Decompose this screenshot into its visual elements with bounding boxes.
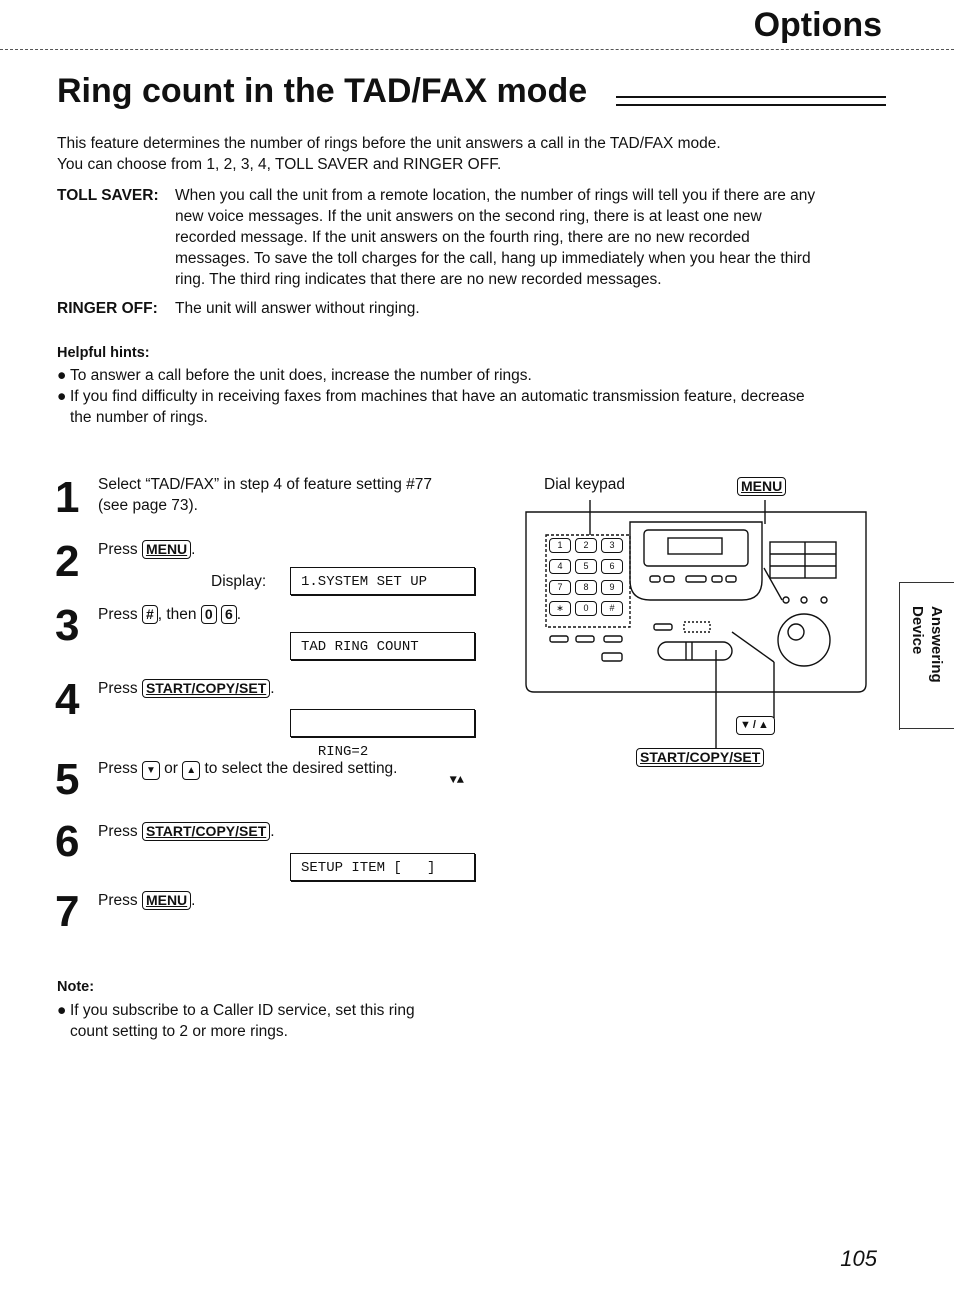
lcd-screen — [668, 538, 722, 554]
step-number: 2 — [55, 537, 80, 586]
step-text: or — [164, 760, 178, 777]
keypad-key: 8 — [575, 580, 597, 595]
header-rule — [0, 49, 954, 50]
step-text: Press — [98, 823, 138, 840]
step-text: (see page 73). — [98, 497, 198, 514]
keypad-key: 5 — [575, 559, 597, 574]
step-number: 6 — [55, 817, 80, 866]
lcd-arrows: ▼▲ — [449, 773, 464, 787]
step-text: . — [236, 606, 242, 623]
intro — [57, 133, 887, 175]
bullet-icon: ● — [57, 367, 67, 384]
note-heading: Note: — [57, 979, 95, 995]
keypad-key: # — [601, 601, 623, 616]
hint-item — [57, 365, 887, 386]
lcd-text: RING=2 — [317, 744, 369, 760]
six-key: 6 — [221, 605, 237, 624]
hint-text: the number of rings. — [70, 409, 208, 426]
start-copy-set-key: START/COPY/SET — [142, 679, 270, 698]
note-item — [57, 1000, 415, 1042]
step-text: . — [270, 823, 275, 840]
def-term-toll-saver: TOLL SAVER: — [57, 187, 159, 204]
lcd-display: TAD RING COUNT — [290, 632, 475, 660]
keypad-key: 0 — [575, 601, 597, 616]
note-text: If you subscribe to a Caller ID service, set this ring — [70, 1002, 415, 1019]
lcd-window — [644, 530, 748, 566]
step-5-text — [98, 758, 398, 780]
step-number: 1 — [55, 473, 80, 522]
step-number: 5 — [55, 755, 80, 804]
keypad-key: 1 — [549, 538, 571, 553]
hint-text: To answer a call before the unit does, increase the number of rings. — [70, 367, 532, 384]
up-arrow-key: ▲ — [182, 761, 200, 780]
step-text: . — [191, 892, 196, 909]
intro-line-2: You can choose from 1, 2, 3, 4, TOLL SAVER and RINGER OFF. — [57, 156, 502, 173]
title-rule — [616, 96, 886, 106]
start-copy-set-key: START/COPY/SET — [142, 822, 270, 841]
def-line: ring. The third ring indicates that there are no new recorded messages. — [175, 271, 662, 288]
page-title: Ring count in the TAD/FAX mode — [57, 72, 588, 110]
side-tab-rule — [900, 728, 954, 729]
step-text: to select the desired setting. — [204, 760, 398, 777]
def-body-ringer-off: The unit will answer without ringing. — [175, 300, 420, 317]
step-2-text — [98, 539, 195, 560]
def-line: When you call the unit from a remote location, the number of rings will tell you if there are any — [175, 187, 816, 204]
section-title: Options — [753, 6, 882, 44]
def-line: new voice messages. If the unit answers on the second ring, there is at least one new — [175, 208, 762, 225]
def-line: recorded message. If the unit answers on the fourth ring, there are no new recorded — [175, 229, 750, 246]
lcd-display: SETUP ITEM [ ] — [290, 853, 475, 881]
fax-machine-diagram — [520, 500, 872, 770]
step-number: 4 — [55, 675, 80, 724]
side-tab-line: Answering — [928, 606, 945, 683]
menu-key: MENU — [142, 891, 191, 910]
hint-item — [57, 386, 887, 428]
keypad-key: 7 — [549, 580, 571, 595]
label-arrow-keys: ▼/▲ — [736, 716, 775, 735]
keypad-key: 3 — [601, 538, 623, 553]
step-number: 7 — [55, 887, 80, 936]
hints-heading: Helpful hints: — [57, 345, 150, 361]
step-1-text — [98, 474, 432, 516]
keypad-key: 9 — [601, 580, 623, 595]
note-text: count setting to 2 or more rings. — [70, 1023, 288, 1040]
bullet-icon: ● — [57, 1002, 67, 1019]
step-4-text — [98, 678, 275, 699]
step-text: . — [191, 541, 196, 558]
display-label: Display: — [211, 573, 267, 590]
step-text: . — [270, 680, 275, 697]
note-body — [57, 1000, 415, 1042]
step-text: Press — [98, 892, 138, 909]
one-touch-panel — [770, 542, 836, 578]
def-body-toll-saver — [175, 185, 885, 290]
step-text: Press — [98, 760, 138, 777]
side-tab-label — [908, 606, 946, 683]
display-bezel — [630, 522, 762, 600]
step-text: Select “TAD/FAX” in step 4 of feature setting #77 — [98, 476, 432, 493]
keypad-key: 2 — [575, 538, 597, 553]
side-tab-line: Device — [909, 606, 926, 655]
step-7-text — [98, 890, 195, 911]
hints-list — [57, 365, 887, 428]
hint-text: If you find difficulty in receiving faxes from machines that have an automatic transmission feature, decrease — [70, 388, 805, 405]
step-number: 3 — [55, 601, 80, 650]
intro-line-1: This feature determines the number of rings before the unit answers a call in the TAD/FAX mode. — [57, 135, 721, 152]
start-button-outline — [658, 642, 732, 660]
step-text: Press — [98, 606, 138, 623]
keypad-key: 6 — [601, 559, 623, 574]
step-text: Press — [98, 541, 138, 558]
zero-key: 0 — [201, 605, 217, 624]
label-menu: MENU — [737, 477, 786, 496]
def-line: messages. To save the toll charges for the call, hang up immediately when you hear the third — [175, 250, 811, 267]
step-6-text — [98, 821, 275, 842]
label-start-copy-set: START/COPY/SET — [636, 748, 764, 767]
label-dial-keypad: Dial keypad — [544, 476, 625, 493]
step-3-text — [98, 604, 241, 625]
hash-key: # — [142, 605, 158, 624]
def-term-ringer-off: RINGER OFF: — [57, 300, 158, 317]
step-text: , then — [157, 606, 197, 623]
bullet-icon: ● — [57, 388, 67, 405]
keypad-key: 4 — [549, 559, 571, 574]
lcd-display: 1.SYSTEM SET UP — [290, 567, 475, 595]
dial-knob — [778, 614, 830, 666]
keypad-key: ∗ — [549, 601, 571, 616]
step-text: Press — [98, 680, 138, 697]
page-number: 105 — [840, 1246, 877, 1271]
menu-key: MENU — [142, 540, 191, 559]
down-arrow-key: ▼ — [142, 761, 160, 780]
